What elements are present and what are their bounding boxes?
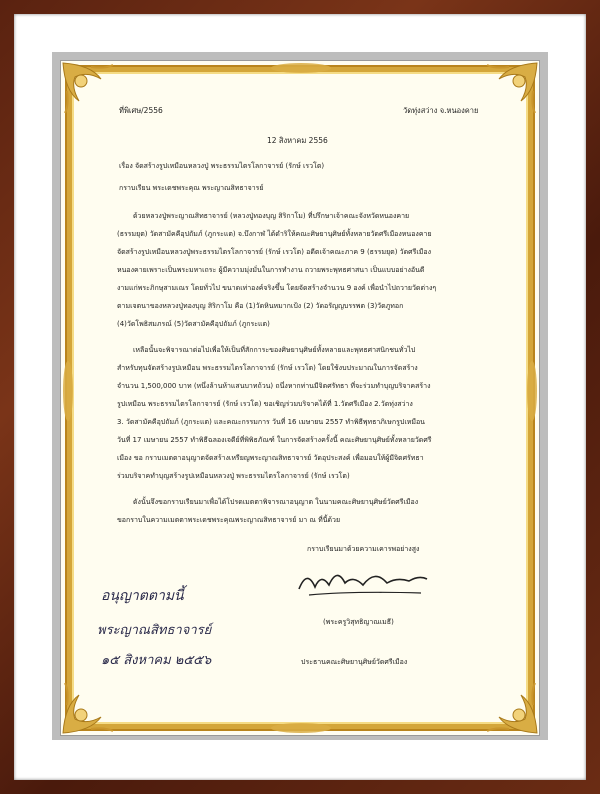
paragraph-line: จัดสร้างรูปเหมือนหลวงปู่พระธรรมไตรโลกาจารย์ (รักษ์ เรวโต) อดีตเจ้าคณะภาค 9 (ธรรมยุต) วัดศรีเมือง: [117, 248, 431, 256]
paragraph-line: เมือง ขอ กราบเมตตาอนุญาตจัดสร้างเหรียญพระญาณสิทธาจารย์ วัดอุประสงค์ เพื่อมอบให้ผู้มีจิตศรัทธา: [117, 454, 424, 462]
corner-ornament-icon: [61, 61, 119, 119]
paragraph-line: เหลือนั้นจะพิจารณาต่อไปเพื่อให้เป็นที่สักการะของศิษยานุศิษย์ทั้งหลายและพุทธศาสนิกชนทั่วไป: [133, 346, 416, 354]
paragraph-line: 3. วัดสามัคคีอุปถัมภ์ (ภูกระแต) และคณะกรรมการ วันที่ 16 เมษายน 2557 ทำพิธีพุทธาภิเษกรูปเหมือน: [117, 418, 425, 426]
letter-salutation: กราบเรียน พระเดชพระคุณ พระญาณสิทธาจารย์: [119, 184, 264, 192]
corner-ornament-icon: [481, 61, 539, 119]
handwritten-approval-note: อนุญาตตามนี้: [101, 588, 184, 604]
paragraph-line: ด้วยหลวงปู่พระญาณสิทธาจารย์ (หลวงปู่ทองบุญ สิริกาโม) ที่ปรึกษาเจ้าคณะจังหวัดหนองคาย: [133, 212, 410, 220]
corner-ornament-icon: [61, 677, 119, 735]
side-ornament-right: [527, 361, 537, 421]
corner-ornament-icon: [481, 677, 539, 735]
paragraph-line: ขอกราบในความเมตตาพระเดชพระคุณพระญาณสิทธาจารย์ มา ณ ที่นี้ด้วย: [117, 516, 341, 524]
side-ornament-bottom: [271, 723, 331, 733]
letter-subject: เรื่อง จัดสร้างรูปเหมือนหลวงปู่ พระธรรมไตรโลกาจารย์ (รักษ์ เรวโต): [119, 162, 325, 170]
closing-line: กราบเรียนมาด้วยความเคารพอย่างสูง: [307, 545, 420, 553]
letter-date: 12 สิงหาคม 2556: [267, 136, 328, 145]
paragraph-line: งามแก่พระภิกษุสามเณร โดยทั่วไป ขนาดเท่าองค์จริงขึ้น โดยจัดสร้างจำนวน 9 องค์ เพื่อนำไปถวายวัดต่างๆ: [117, 284, 437, 292]
main-signature-icon: [293, 561, 433, 601]
side-ornament-top: [271, 63, 331, 73]
paragraph-line: ดังนั้นจึงขอกราบเรียนมาเพื่อได้โปรดเมตตาพิจารณาอนุญาต ในนามคณะศิษยานุศิษย์วัดศรีเมือง: [133, 498, 419, 506]
handwritten-approval-date: ๑๕ สิงหาคม ๒๕๕๖: [101, 653, 212, 668]
handwritten-approver-name: พระญาณสิทธาจารย์: [97, 623, 212, 638]
paragraph-line: ร่วมบริจาคทำบุญสร้างรูปเหมือนหลวงปู่ พระธรรมไตรโลกาจารย์ (รักษ์ เรวโต): [117, 472, 350, 480]
paragraph-line: ตามเจตนาของหลวงปู่ทองบุญ สิริกาโม คือ (1)วัดหินหมากเป้ง (2) วัดอรัญญบรรพต (3)วัดภูทอก: [117, 302, 404, 310]
reference-number: ที่พิเศษ/2556: [119, 106, 163, 115]
paragraph-line: วันที่ 17 เมษายน 2557 ทำพิธีฉลองเจดีย์ที่พิพิธภัณฑ์ ในการจัดสร้างครั้งนี้ คณะศิษยานุศิษย์ทั้งหลายวัดศรี: [117, 436, 432, 444]
paragraph-line: จำนวน 1,500,000 บาท (หนึ่งล้านห้าแสนบาทถ้วน) ถนึ่งหากท่านมีจิตศรัทธา ที่จะร่วมทำบุญบริจาคสร้าง: [117, 382, 431, 390]
paragraph-line: หนองคายเพราะเป็นพระมหาเถระ ผู้มีความมุ่งมั่นในการทำงาน ถวายพระพุทธศาสนา เป็นแบบอย่างอันดี: [117, 266, 425, 274]
sender-address: วัดทุ่งสว่าง จ.หนองคาย: [403, 106, 479, 115]
side-ornament-left: [63, 361, 73, 421]
paragraph-line: (ธรรมยุต) วัดสามัคคีอุปถัมภ์ (ภูกระแต) จ.บึงกาฬ ได้ดำริให้คณะศิษยานุศิษย์ทั้งหลายวัดศรีเมืองหนองคาย: [117, 230, 432, 238]
paragraph-line: สำหรับทุนจัดสร้างรูปเหมือน พระธรรมไตรโลกาจารย์ (รักษ์ เรวโต) โดยใช้งบประมาณในการจัดสร้าง: [117, 364, 418, 372]
paragraph-line: (4)วัดโพธิสมภรณ์ (5)วัดสามัคคีอุปถัมภ์ (ภูกระแต): [117, 320, 270, 328]
signer-name: (พระครูวิสุทธิญาณเมธี): [323, 618, 394, 626]
signer-title: ประธานคณะศิษยานุศิษย์วัดศรีเมือง: [301, 658, 408, 666]
certificate-document: [60, 60, 540, 736]
paragraph-line: รูปเหมือน พระธรรมไตรโลกาจารย์ (รักษ์ เรวโต) ขอเชิญร่วมบริจาคได้ที่ 1.วัดศรีเมือง 2.วัดทุ่งสว่าง: [117, 400, 413, 408]
